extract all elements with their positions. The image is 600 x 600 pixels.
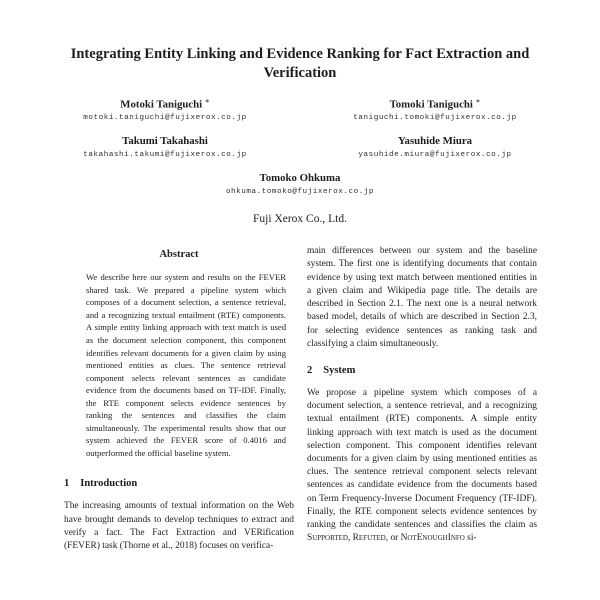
author-name-text: Tomoki Taniguchi: [389, 98, 473, 111]
author-email: motoki.taniguchi@fujixerox.co.jp: [83, 114, 247, 123]
section-number: 2: [307, 364, 313, 376]
right-column: [307, 244, 537, 553]
section-number: 1: [64, 478, 70, 490]
system-paragraph-tail: si-: [464, 533, 477, 544]
author-block-yasuhide-miura: [300, 135, 570, 159]
affiliation: Fuji Xerox Co., Ltd.: [253, 213, 347, 226]
author-name: [30, 135, 300, 147]
system-paragraph: [307, 387, 537, 545]
system-paragraph-mid: or: [388, 533, 401, 544]
authors-row-3: [0, 172, 600, 196]
author-email: takahashi.takumi@fujixerox.co.jp: [83, 151, 247, 160]
system-paragraph-text: We propose a pipeline system which composes of a document selection, a sentence retrieval, and a recognizing textual entailment (RTE) components. A simple entity linking approach with text match is used as the document selection component. This component identifies relevant documents for a given claim by using mentioned entities as clues. The sentence retrieval component selects relevant sentences as candidate evidence from the documents based on Term Frequency-Inverse Document Frequency (TF-IDF). Finally, the RTE component selects evidence sentences by ranking the candidate sentences and classifies the claim as: [307, 387, 537, 530]
author-footnote-mark: ∗: [204, 96, 210, 105]
author-name: [300, 96, 570, 111]
author-name-text: Motoki Taniguchi: [120, 98, 203, 111]
abstract-paragraph: We describe here our system and results on the FEVER shared task. We prepared a pipeline system which composes of a document selection, a sentence retrieval, and a recognizing textual entailment (RTE) components. A simple entity linking approach with text match is used as the document selection component, this component identifies relevant documents for a given claim by using mentioned entities as clues. The sentence retrieval component selects relevant sentences as candidate evidence from the documents based on TF-IDF. Finally, the RTE component selects evidence sentences by ranking the sentences and classifies the claim simultaneously. The experimental results show that our system achieved the FEVER score of 0.4016 and outperformed the official baseline system.: [86, 272, 286, 458]
author-name: [30, 96, 300, 111]
label-notenoughinfo: NotEnoughInfo: [400, 533, 465, 544]
author-email: taniguchi.tomoki@fujixerox.co.jp: [353, 114, 517, 123]
label-supported-refuted: Supported, Refuted,: [307, 533, 389, 544]
author-block-tomoki-taniguchi: [300, 96, 570, 123]
author-email: ohkuma.tomoko@fujixerox.co.jp: [225, 188, 375, 197]
introduction-paragraph: The increasing amounts of textual information on the Web have brought demands to develop techniques to extract and verify a fact. The Fact Extraction and VERification (FEVER) task (Thorne et al., 2018) focuses on verifica-: [64, 501, 294, 552]
section-2-heading: [307, 365, 537, 376]
two-column-body: [0, 244, 600, 553]
left-column: [64, 244, 294, 553]
author-footnote-mark: ∗: [475, 96, 481, 105]
paper-title: Integrating Entity Linking and Evidence Ranking for Fact Extraction and Verification: [70, 46, 530, 81]
section-1-heading: [64, 478, 294, 489]
authors-row-1: [30, 96, 570, 123]
author-name-text: Tomoko Ohkuma: [259, 172, 341, 185]
continuation-paragraph: main differences between our system and the baseline system. The first one is identifying documents that contain evidence by using text match between mentioned entities in a given claim and Wikipedia page title. The details are described in Section 2.1. The next one is a neural network based model, details of which are described in Section 2.3, for selecting evidence sentences as ranking task and classifying a claim simultaneously.: [307, 246, 537, 349]
abstract-heading: Abstract: [159, 249, 199, 261]
author-name: [0, 172, 600, 184]
author-email: yasuhide.miura@fujixerox.co.jp: [358, 151, 512, 160]
author-block-takumi-takahashi: [30, 135, 300, 159]
author-block-tomoko-ohkuma: [0, 172, 600, 196]
author-name-text: Yasuhide Miura: [397, 135, 473, 148]
author-name: [300, 135, 570, 147]
section-title: System: [323, 364, 356, 376]
author-name-text: Takumi Takahashi: [122, 135, 208, 148]
author-block-motoki-taniguchi: [30, 96, 300, 123]
section-title: Introduction: [80, 478, 138, 490]
authors-row-2: [30, 135, 570, 159]
